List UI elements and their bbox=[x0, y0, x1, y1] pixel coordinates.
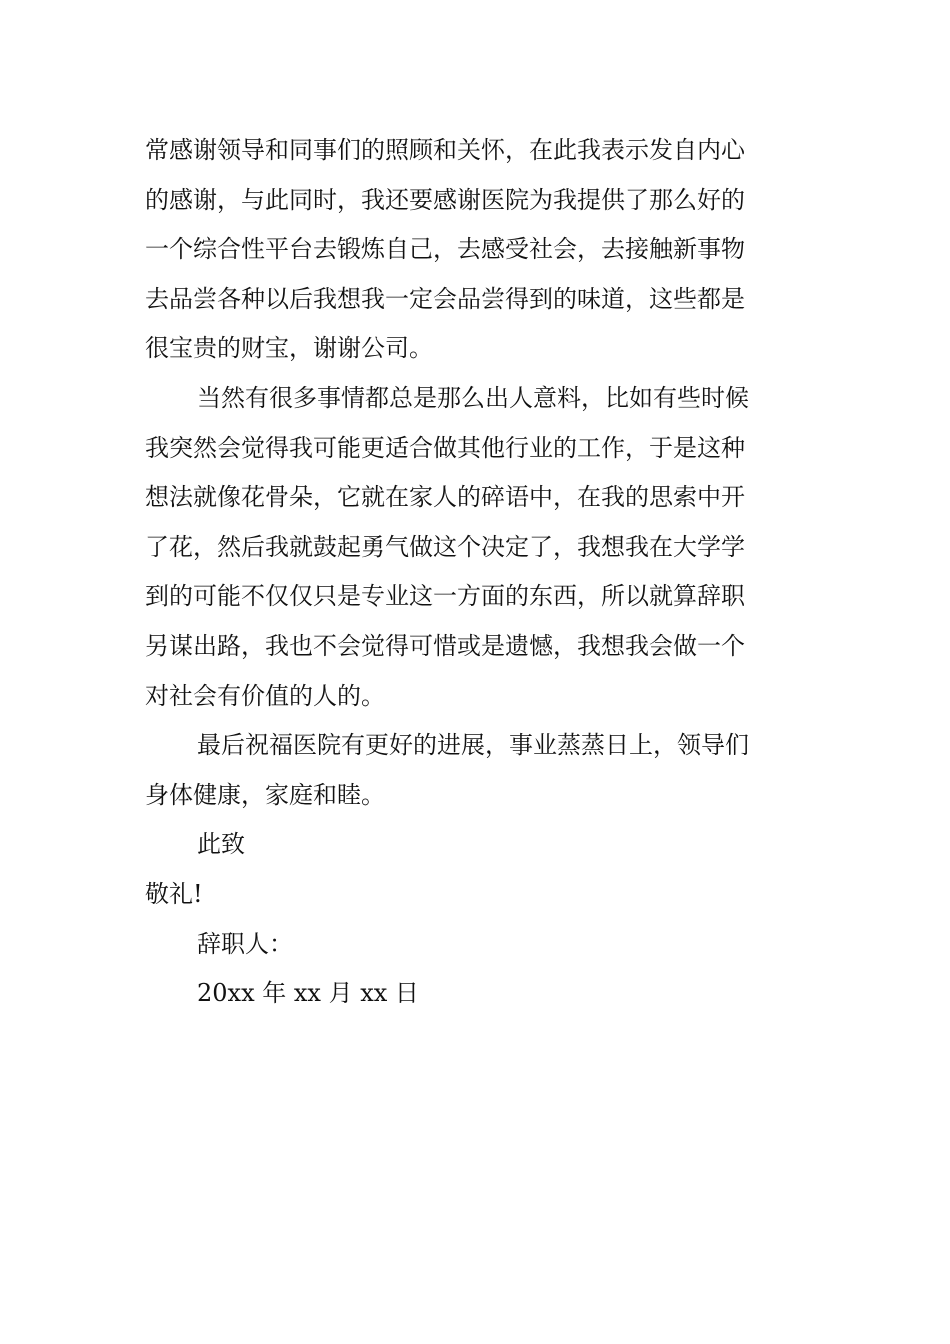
body-line: 一个综合性平台去锻炼自己，去感受社会，去接触新事物 bbox=[145, 235, 745, 264]
body-line: 很宝贵的财宝，谢谢公司。 bbox=[145, 334, 433, 363]
body-line: 常感谢领导和同事们的照顾和关怀，在此我表示发自内心 bbox=[145, 136, 745, 164]
body-line: 的感谢，与此同时，我还要感谢医院为我提供了那么好的 bbox=[145, 185, 745, 214]
body-line: 到的可能不仅仅只是专业这一方面的东西，所以就算辞职 bbox=[145, 582, 745, 611]
date-line: 20xx 年 xx 月 xx 日 bbox=[197, 979, 419, 1008]
body-line: 想法就像花骨朵，它就在家人的碎语中，在我的思索中开 bbox=[145, 483, 745, 512]
letter-body bbox=[145, 126, 815, 1019]
body-line: 身体健康，家庭和睦。 bbox=[145, 780, 385, 809]
closing-salutation: 此致 bbox=[197, 830, 245, 859]
body-line: 去品尝各种以后我想我一定会品尝得到的味道，这些都是 bbox=[145, 284, 745, 313]
body-line: 对社会有价值的人的。 bbox=[145, 681, 385, 710]
paragraph-start-line: 当然有很多事情都总是那么出人意料，比如有些时候 bbox=[197, 383, 749, 412]
body-line: 另谋出路，我也不会觉得可惜或是遗憾，我想我会做一个 bbox=[145, 631, 745, 660]
closing-regards: 敬礼! bbox=[145, 879, 203, 908]
body-line: 我突然会觉得我可能更适合做其他行业的工作，于是这种 bbox=[145, 433, 745, 462]
body-line: 了花，然后我就鼓起勇气做这个决定了，我想我在大学学 bbox=[145, 532, 745, 561]
paragraph-start-line: 最后祝福医院有更好的进展，事业蒸蒸日上，领导们 bbox=[197, 731, 749, 760]
signature-label: 辞职人： bbox=[197, 929, 293, 958]
